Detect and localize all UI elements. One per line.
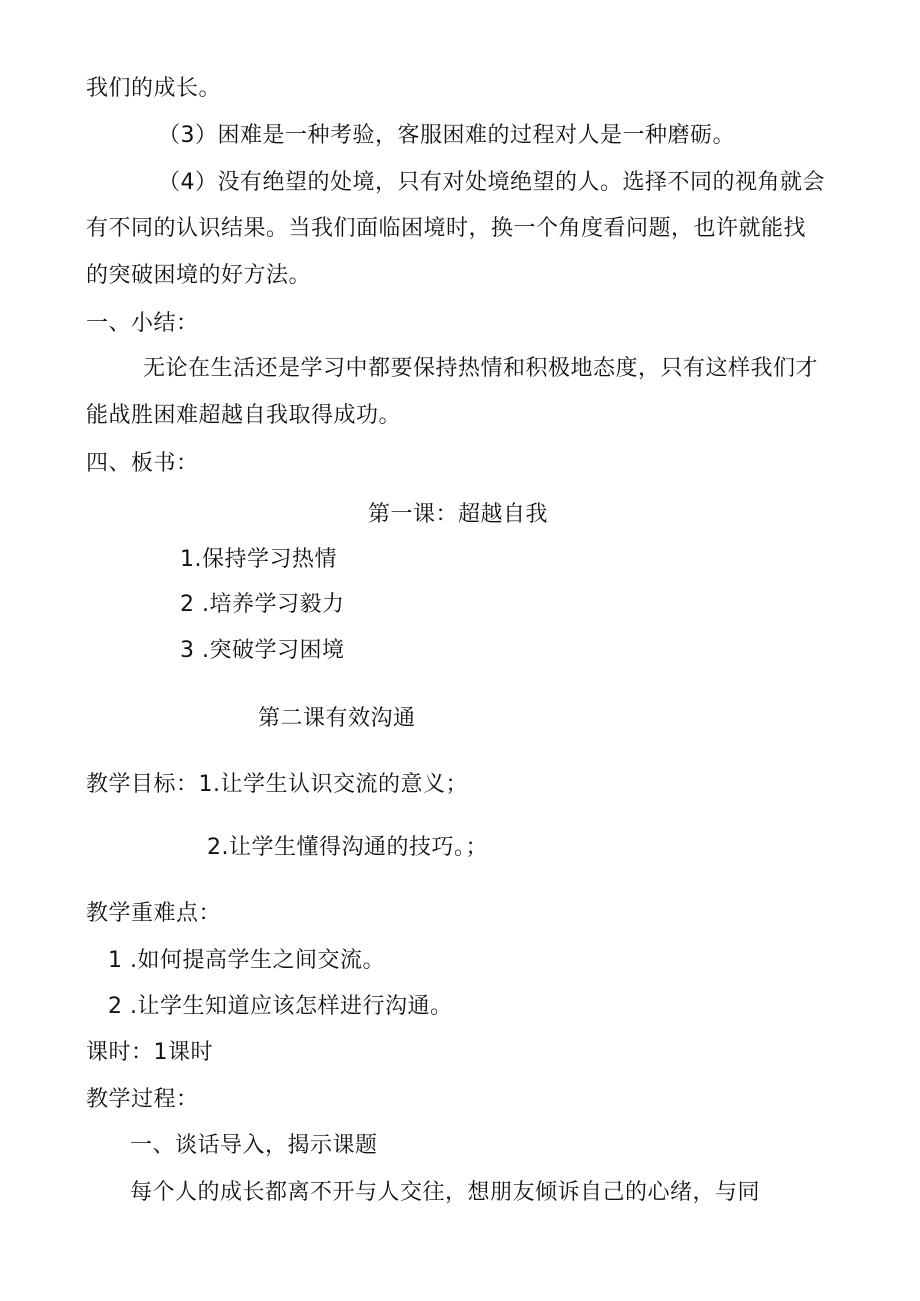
section-heading: 教学过程： <box>86 1087 199 1112</box>
list-item: 3 .突破学习困境 <box>180 638 345 663</box>
section-heading: 教学重难点： <box>86 901 222 926</box>
text-line: 我们的成长。 <box>86 76 222 101</box>
text-line: 能战胜困难超越自我取得成功。 <box>86 403 402 428</box>
section-heading: 四、板书： <box>86 451 199 476</box>
text-line: （3）困难是一种考验，客服困难的过程对人是一种磨砺。 <box>158 123 735 148</box>
list-item: 1.保持学习热情 <box>180 547 337 572</box>
text-line: 的突破困境的好方法。 <box>86 263 312 288</box>
list-item: 2 .培养学习毅力 <box>180 592 345 617</box>
text-line: 2.让学生懂得沟通的技巧。； <box>207 835 488 860</box>
text-line: 无论在生活还是学习中都要保持热情和积极地态度，只有这样我们才 <box>143 356 819 381</box>
text-line: 教学目标：1.让学生认识交流的意义； <box>86 772 468 797</box>
text-line: 课时：1课时 <box>86 1040 213 1065</box>
text-line: 有不同的认识结果。当我们面临困境时，换一个角度看问题，也许就能找 <box>86 216 807 241</box>
text-line: 一、谈话导入，揭示课题 <box>130 1133 378 1158</box>
text-line: 每个人的成长都离不开与人交往，想朋友倾诉自己的心绪，与同 <box>130 1180 761 1205</box>
text-line: （4）没有绝望的处境，只有对处境绝望的人。选择不同的视角就会 <box>158 170 825 195</box>
list-item: 2 .让学生知道应该怎样进行沟通。 <box>108 994 453 1019</box>
lesson-title: 第二课有效沟通 <box>258 706 416 731</box>
section-heading: 一、小结： <box>86 311 199 336</box>
list-item: 1 .如何提高学生之间交流。 <box>108 948 385 973</box>
lesson-title: 第一课：超越自我 <box>368 502 549 527</box>
